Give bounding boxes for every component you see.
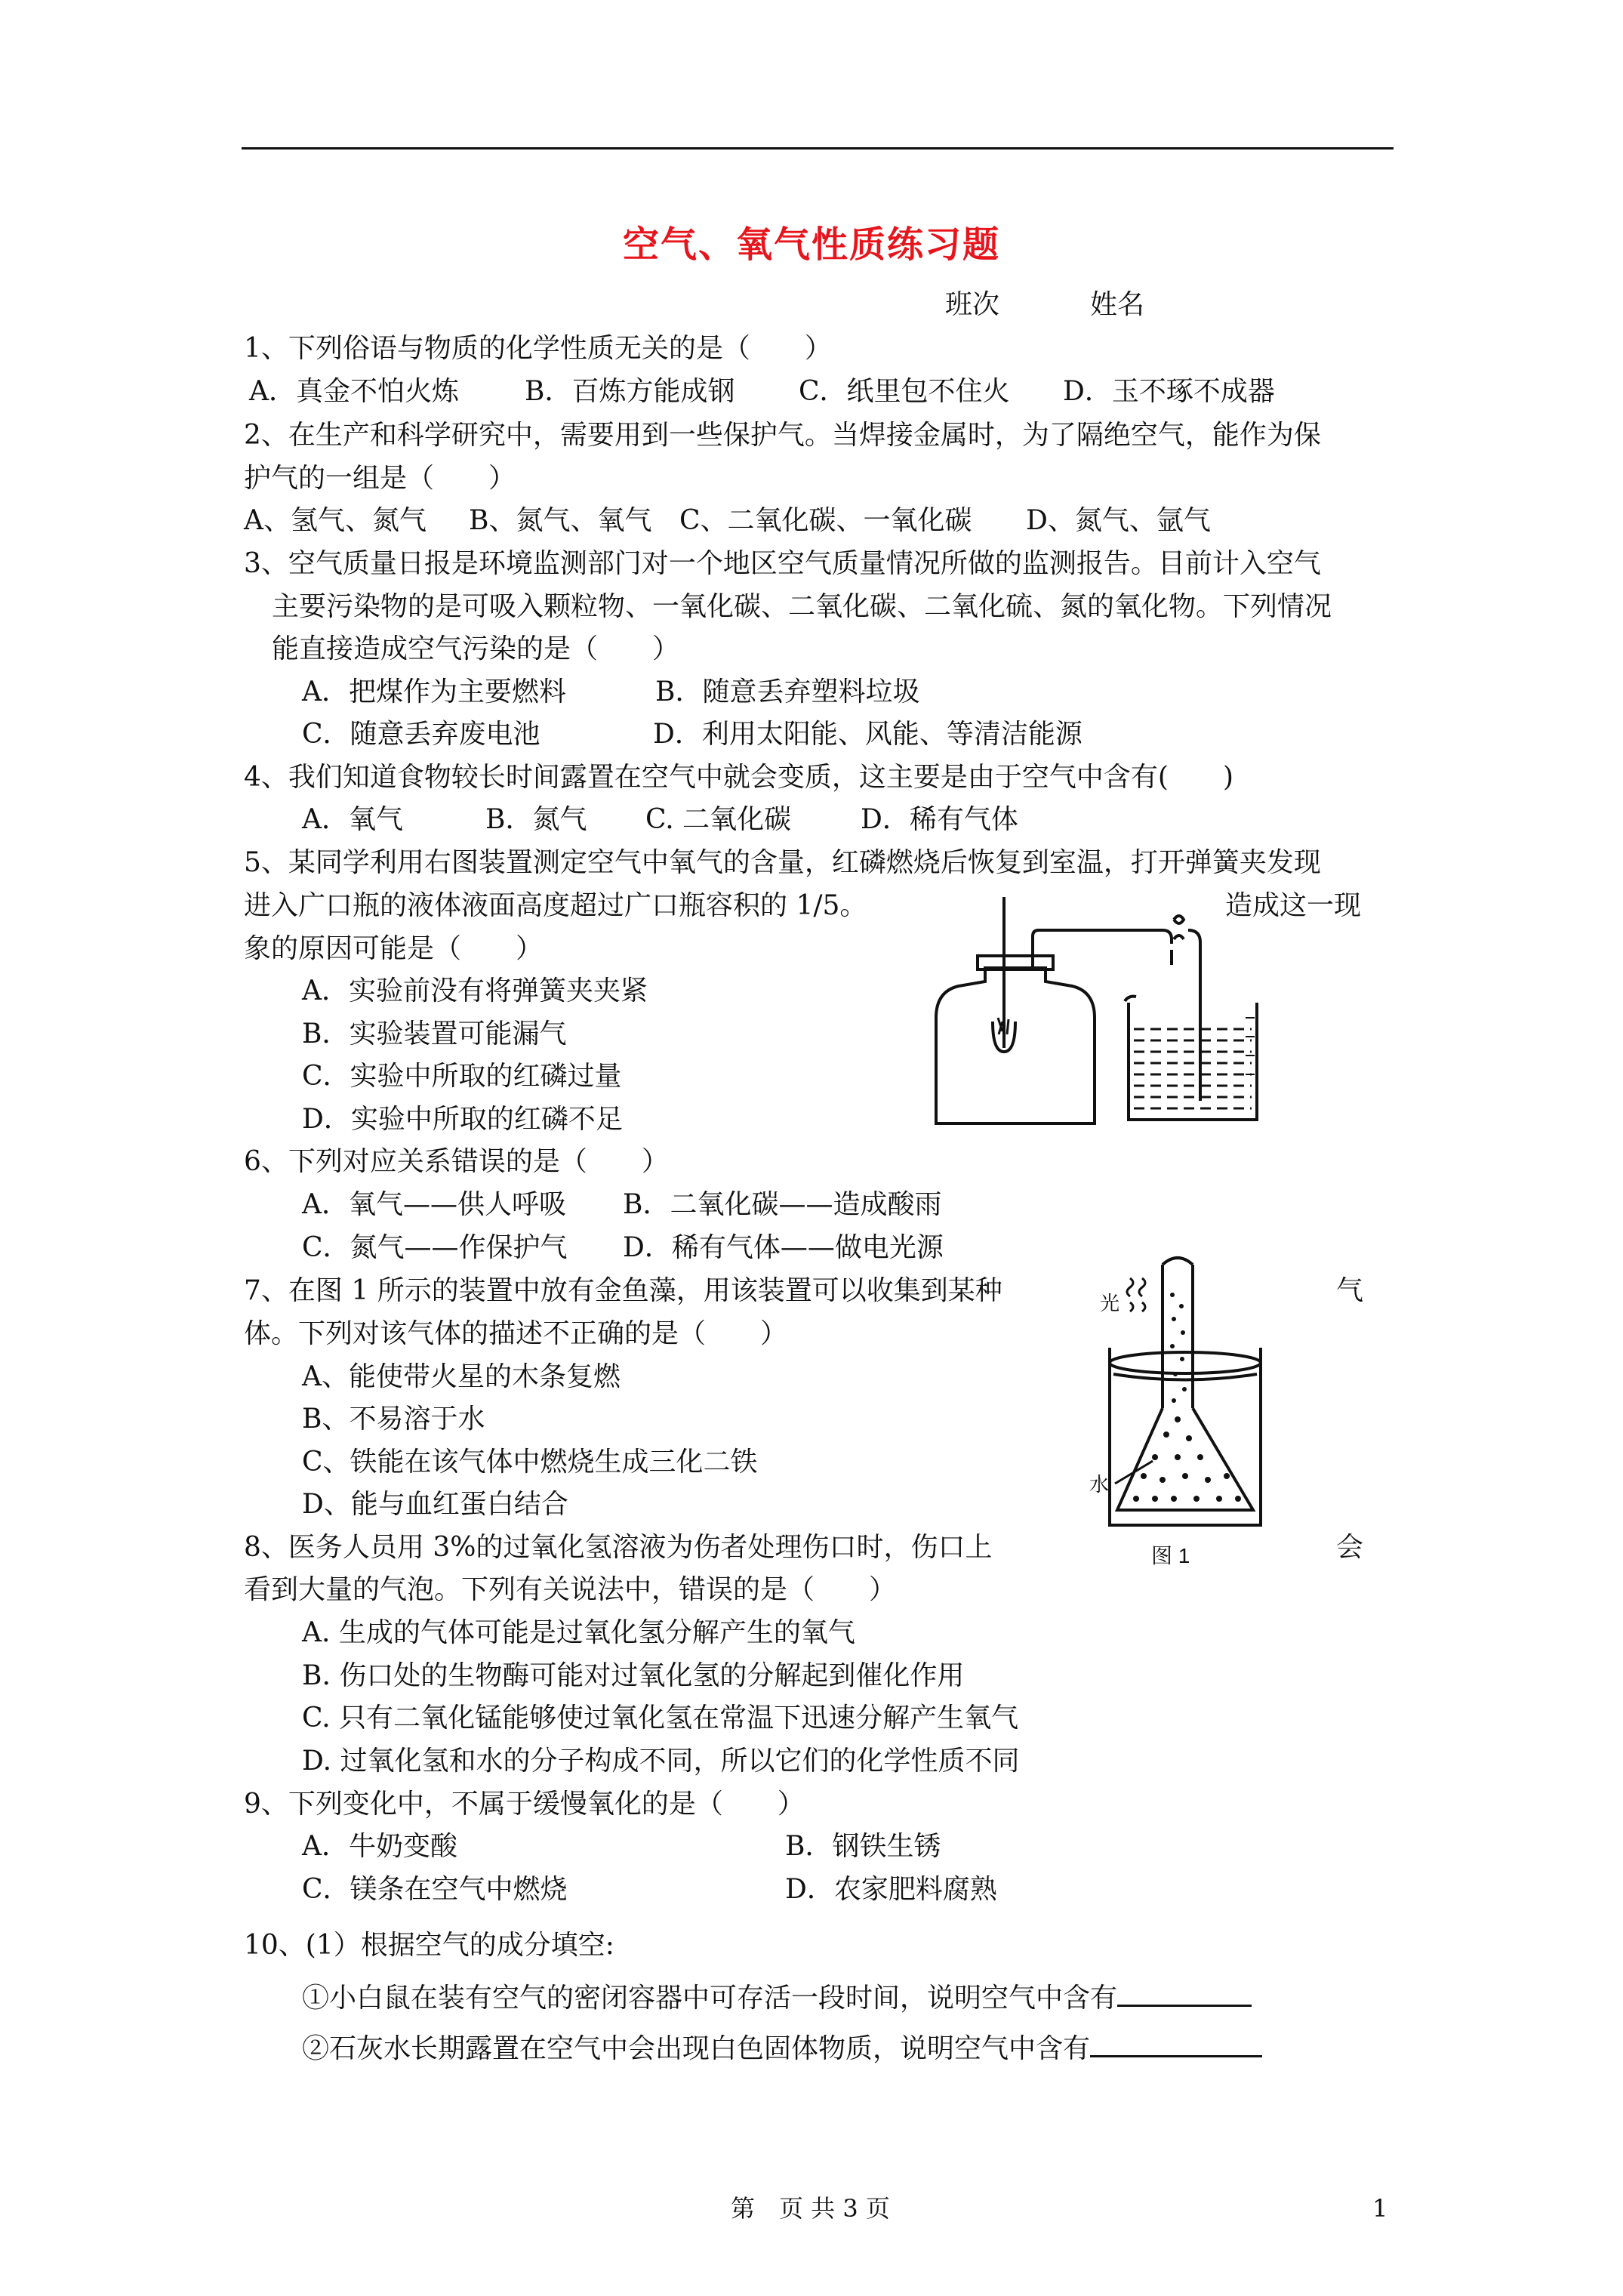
figure1-aquatic-plant-apparatus bbox=[1083, 1250, 1287, 1574]
q3-options-row2 bbox=[302, 718, 1359, 751]
q10-item2-text: ②石灰水长期露置在空气中会出现白色固体物质，说明空气中含有 bbox=[302, 2033, 1091, 2064]
class-label: 班次 bbox=[945, 289, 1000, 320]
q5-stem-line3: 象的原因可能是（ ） bbox=[244, 933, 544, 964]
q3-stem-line2: 主要污染物的是可吸入颗粒物、一氧化碳、二氧化碳、二氧化硫、氮的氧化物。下列情况 bbox=[272, 591, 1332, 622]
footer-page-number: 1 bbox=[1372, 2194, 1388, 2223]
q1-option-d: D．玉不琢不成器 bbox=[1063, 376, 1275, 407]
q6-stem: 6、下列对应关系错误的是（ ） bbox=[244, 1146, 669, 1177]
q5-stem-line2a: 进入广口瓶的液体液面高度超过广口瓶容积的 1/5。 bbox=[244, 890, 867, 921]
q3-stem-line3: 能直接造成空气污染的是（ ） bbox=[272, 633, 680, 664]
q10-item2-answer-blank[interactable] bbox=[1090, 2032, 1262, 2057]
q10-item1-text: ①小白鼠在装有空气的密闭容器中可存活一段时间，说明空气中含有 bbox=[302, 1983, 1118, 2014]
q5-option-b: B．实验装置可能漏气 bbox=[302, 1019, 567, 1049]
q6-option-c: C．氮气——作保护气 bbox=[302, 1232, 568, 1263]
q1-options bbox=[249, 375, 1389, 408]
q2-option-c: C、二氧化碳、一氧化碳 bbox=[679, 505, 972, 536]
q7-stem-line2: 体。下列对该气体的描述不正确的是（ ） bbox=[244, 1318, 788, 1349]
figure1-water-label: 水 bbox=[1089, 1474, 1110, 1496]
q3-options-row1 bbox=[302, 676, 1359, 709]
q7-option-d: D、能与血红蛋白结合 bbox=[302, 1489, 568, 1520]
q6-options-row1 bbox=[302, 1188, 1359, 1222]
q2-option-b: B、氮气、氧气 bbox=[469, 505, 652, 536]
figure1-caption: 图 1 bbox=[1151, 1544, 1190, 1567]
name-label: 姓名 bbox=[1090, 289, 1145, 320]
q6-option-a: A．氧气——供人呼吸 bbox=[302, 1189, 566, 1220]
q9-option-d: D．农家肥料腐熟 bbox=[785, 1874, 997, 1905]
q10-item1-row bbox=[302, 1982, 1252, 2015]
q2-options bbox=[244, 504, 1391, 538]
footer-page-count: 第 页 共 3 页 bbox=[731, 2194, 890, 2223]
q10-item2-row bbox=[302, 2032, 1262, 2066]
q2-option-a: A、氢气、氮气 bbox=[244, 505, 427, 536]
q8-option-b: B. 伤口处的生物酶可能对过氧化氢的分解起到催化作用 bbox=[302, 1660, 965, 1691]
q3-stem-line1: 3、空气质量日报是环境监测部门对一个地区空气质量情况所做的监测报告。目前计入空气 bbox=[244, 548, 1321, 579]
q9-options-row1 bbox=[302, 1830, 1359, 1863]
q8-stem-line2: 看到大量的气泡。下列有关说法中，错误的是（ ） bbox=[244, 1574, 897, 1605]
q8-stem-line1b: 会 bbox=[1336, 1532, 1364, 1563]
q9-options-row2 bbox=[302, 1873, 1359, 1906]
q2-stem-line1: 2、在生产和科学研究中，需要用到一些保护气。当焊接金属时，为了隔绝空气，能作为保 bbox=[244, 420, 1321, 451]
q7-stem-line1a: 7、在图 1 所示的装置中放有金鱼藻，用该装置可以收集到某种 bbox=[244, 1275, 1002, 1306]
q1-option-c: C．纸里包不住火 bbox=[799, 376, 1010, 407]
q2-stem-line2: 护气的一组是（ ） bbox=[244, 463, 516, 494]
q4-options bbox=[302, 803, 1359, 837]
q3-option-b: B．随意丢弃塑料垃圾 bbox=[655, 676, 920, 707]
q9-option-a: A．牛奶变酸 bbox=[302, 1831, 457, 1862]
q8-option-a: A. 生成的气体可能是过氧化氢分解产生的氧气 bbox=[302, 1617, 855, 1648]
q4-option-a: A．氧气 bbox=[302, 804, 403, 835]
q7-option-a: A、能使带火星的木条复燃 bbox=[302, 1361, 621, 1392]
q5-option-c: C．实验中所取的红磷过量 bbox=[302, 1061, 622, 1092]
q5-option-a: A．实验前没有将弹簧夹夹紧 bbox=[302, 975, 648, 1006]
figure1-light-label: 光 bbox=[1100, 1293, 1120, 1314]
oxygen-measurement-apparatus-figure bbox=[913, 889, 1261, 1131]
q8-option-c: C. 只有二氧化锰能够使过氧化氢在常温下迅速分解产生氧气 bbox=[302, 1703, 1019, 1734]
q5-stem-line1: 5、某同学利用右图装置测定空气中氧气的含量，红磷燃烧后恢复到室温，打开弹簧夹发现 bbox=[244, 847, 1321, 878]
q10-item1-answer-blank[interactable] bbox=[1117, 1982, 1252, 2007]
q3-option-d: D．利用太阳能、风能、等清洁能源 bbox=[653, 719, 1083, 750]
q7-stem-line1b: 气 bbox=[1336, 1275, 1364, 1306]
q6-option-d: D．稀有气体——做电光源 bbox=[623, 1232, 944, 1263]
q7-option-b: B、不易溶于水 bbox=[302, 1404, 485, 1435]
q9-option-b: B．钢铁生锈 bbox=[785, 1831, 941, 1862]
q3-option-c: C．随意丢弃废电池 bbox=[302, 719, 540, 750]
q10-stem: 10、(1）根据空气的成分填空: bbox=[244, 1930, 614, 1961]
q8-stem-line1a: 8、医务人员用 3%的过氧化氢溶液为伤者处理伤口时，伤口上 bbox=[244, 1532, 993, 1563]
q4-option-b: B．氮气 bbox=[485, 804, 587, 835]
q4-option-d: D．稀有气体 bbox=[861, 804, 1018, 835]
q7-option-c: C、铁能在该气体中燃烧生成三化二铁 bbox=[302, 1447, 758, 1478]
q5-stem-line2b: 造成这一现 bbox=[1225, 890, 1362, 921]
q1-option-a: A．真金不怕火炼 bbox=[249, 376, 459, 407]
q8-option-d: D. 过氧化氢和水的分子构成不同，所以它们的化学性质不同 bbox=[302, 1746, 1020, 1777]
q4-option-c: C. 二氧化碳 bbox=[645, 804, 792, 835]
q6-option-b: B．二氧化碳——造成酸雨 bbox=[623, 1189, 942, 1220]
page-title: 空气、氧气性质练习题 bbox=[622, 223, 1000, 266]
q4-stem: 4、我们知道食物较长时间露置在空气中就会变质，这主要是由于空气中含有( ) bbox=[244, 762, 1233, 793]
q2-option-d: D、氮气、氩气 bbox=[1026, 505, 1211, 536]
header-rule bbox=[242, 147, 1394, 149]
q1-option-b: B．百炼方能成钢 bbox=[525, 376, 735, 407]
q9-stem: 9、下列变化中，不属于缓慢氧化的是（ ） bbox=[244, 1789, 805, 1820]
q9-option-c: C．镁条在空气中燃烧 bbox=[302, 1874, 568, 1905]
q1-stem: 1、下列俗语与物质的化学性质无关的是（ ） bbox=[244, 333, 832, 364]
q3-option-a: A．把煤作为主要燃料 bbox=[302, 676, 566, 707]
q5-option-d: D．实验中所取的红磷不足 bbox=[302, 1104, 623, 1135]
